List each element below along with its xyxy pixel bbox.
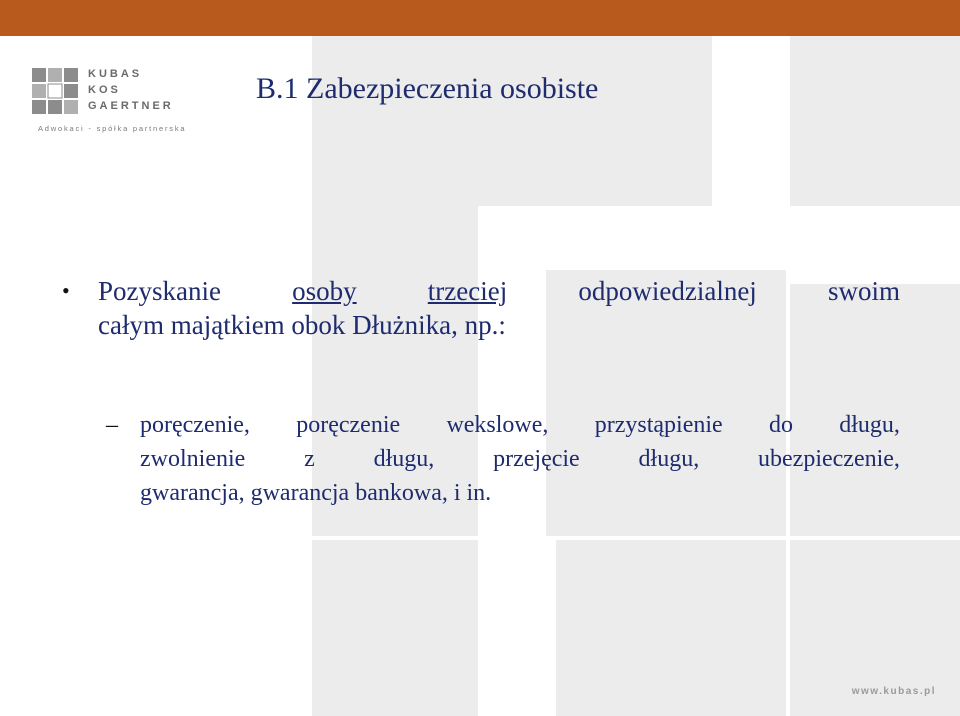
logo-tagline: Adwokaci - spółka partnerska bbox=[38, 124, 187, 133]
sub-word: poręczenie bbox=[296, 412, 401, 438]
sub-bullet bbox=[104, 408, 900, 510]
logo-line-2: KOS bbox=[88, 84, 121, 96]
bg-block bbox=[556, 540, 786, 716]
sub-word: poręczenie, bbox=[140, 412, 250, 438]
bullet-word: swoim bbox=[827, 276, 900, 306]
sub-word: przejęcie bbox=[493, 446, 580, 472]
footer-url: www.kubas.pl bbox=[851, 686, 936, 697]
bullet-line-2: całym majątkiem obok Dłużnika, np.: bbox=[98, 310, 506, 340]
bullet-word: odpowiedzialnej bbox=[578, 276, 757, 306]
sub-word: długu, bbox=[839, 412, 900, 438]
sub-line-3: gwarancja, gwarancja bankowa, i in. bbox=[140, 480, 492, 506]
sub-bullet-text bbox=[140, 408, 900, 510]
dash-icon: – bbox=[106, 412, 118, 438]
bullet-word-underlined: trzeciej bbox=[427, 276, 508, 306]
bullet-dot-icon: • bbox=[62, 278, 70, 303]
sub-word: z bbox=[304, 446, 315, 472]
sub-line-1 bbox=[140, 408, 900, 442]
bullet-word-underlined: osoby bbox=[292, 276, 357, 306]
logo-line-3: GAERTNER bbox=[88, 100, 174, 112]
sub-word: zwolnienie bbox=[140, 446, 246, 472]
sub-word: do bbox=[768, 412, 793, 438]
bullet-text bbox=[98, 274, 900, 342]
sub-line-2 bbox=[140, 442, 900, 476]
logo-mark-icon bbox=[32, 68, 80, 116]
top-accent-bar bbox=[0, 0, 960, 36]
bg-block bbox=[790, 36, 960, 206]
logo-line-1: KUBAS bbox=[88, 68, 143, 80]
bullet-point bbox=[62, 274, 900, 342]
sub-word: długu, bbox=[373, 446, 435, 472]
bg-block bbox=[312, 540, 478, 716]
sub-word: długu, bbox=[638, 446, 700, 472]
bg-block bbox=[312, 36, 712, 206]
sub-word: wekslowe, bbox=[446, 412, 549, 438]
slide-title: B.1 Zabezpieczenia osobiste bbox=[256, 72, 599, 105]
bullet-word: Pozyskanie bbox=[98, 276, 221, 306]
bullet-line-1 bbox=[98, 274, 900, 308]
sub-word: ubezpieczenie, bbox=[758, 446, 900, 472]
sub-word: przystąpienie bbox=[594, 412, 723, 438]
